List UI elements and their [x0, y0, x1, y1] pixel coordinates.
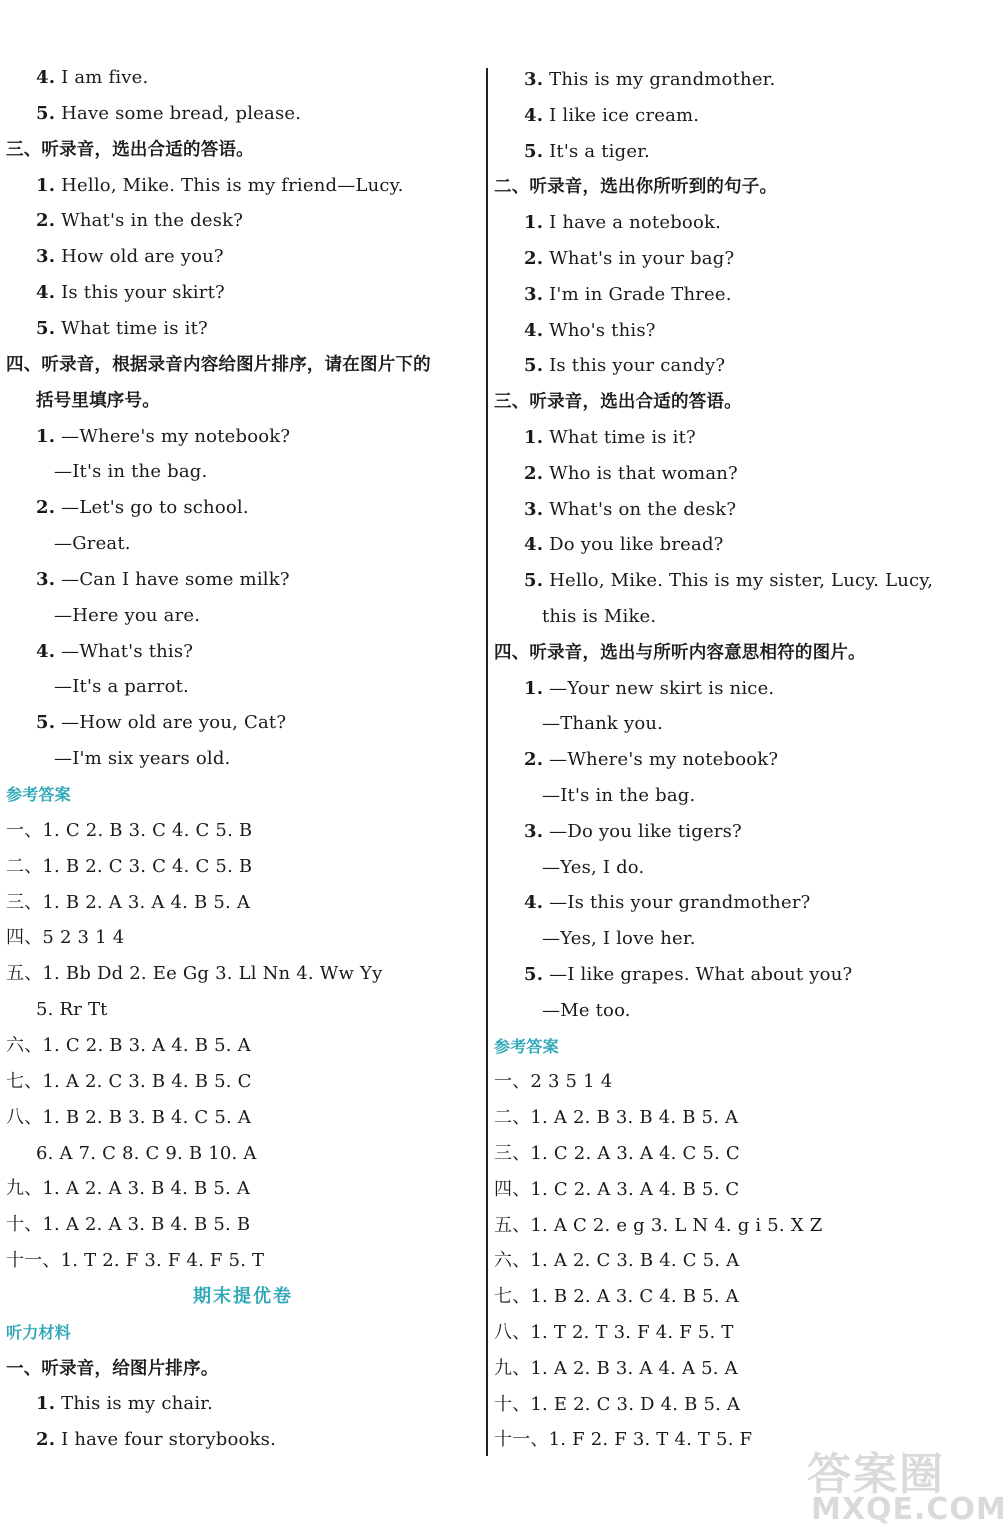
item-text: Is this your candy?: [543, 355, 726, 377]
item-text: I have four storybooks.: [55, 1429, 276, 1451]
answer-line: 十一、1. F 2. F 3. T 4. T 5. F: [494, 1429, 753, 1451]
transcript-line: [6, 66, 148, 90]
transcript-line: [494, 247, 734, 271]
item-number: 4.: [524, 104, 544, 126]
item-number: 1.: [524, 212, 544, 234]
answer-line: 七、1. A 2. C 3. B 4. B 5. C: [6, 1070, 252, 1092]
transcript-line: [494, 569, 933, 593]
transcript-line: [494, 963, 852, 987]
item-number: 2.: [524, 462, 544, 484]
question-heading: 二、听录音，选出你所听到的句子。: [494, 177, 778, 198]
item-text: Have some bread, please.: [55, 102, 302, 124]
item-number: 1.: [524, 427, 544, 448]
item-number: 5.: [36, 102, 56, 124]
item-text: —Where's my notebook?: [543, 749, 779, 771]
item-text: It's a tiger.: [543, 140, 650, 162]
item-text: —Do you like tigers?: [543, 820, 742, 842]
answer-line: 十一、1. T 2. F 3. F 4. F 5. T: [6, 1250, 265, 1272]
item-text: —Your new skirt is nice.: [543, 677, 775, 699]
item-text: —Can I have some milk?: [55, 568, 290, 590]
item-text: How old are you?: [55, 246, 224, 268]
transcript-line: [494, 68, 775, 92]
item-text: I like ice cream.: [543, 104, 700, 126]
question-heading: 四、听录音，根据录音内容给图片排序，请在图片下的: [6, 354, 431, 375]
transcript-line: [494, 462, 738, 486]
transcript-line: —Yes, I do.: [542, 856, 645, 878]
transcript-line: [6, 1428, 276, 1452]
transcript-line: [494, 891, 810, 915]
column-divider: [486, 68, 488, 1456]
item-text: —I like grapes. What about you?: [543, 964, 853, 985]
item-number: 2.: [36, 497, 56, 519]
item-text: This is my chair.: [55, 1393, 214, 1415]
transcript-line: [494, 283, 732, 307]
watermark-top-text: 答案圈: [807, 1449, 945, 1500]
item-number: 2.: [524, 248, 544, 269]
item-number: 4.: [524, 319, 544, 341]
question-heading: 一、听录音，给图片排序。: [6, 1358, 219, 1379]
item-text: What's on the desk?: [543, 498, 737, 520]
answer-line: 六、1. C 2. B 3. A 4. B 5. A: [6, 1034, 251, 1056]
transcript-line: [494, 533, 724, 557]
item-text: I am five.: [55, 67, 149, 88]
answer-line: 二、1. B 2. C 3. C 4. C 5. B: [6, 855, 253, 877]
transcript-line: [494, 319, 656, 343]
transcript-line: —It's in the bag.: [54, 461, 208, 483]
transcript-line: [494, 140, 650, 164]
transcript-line: —Great.: [54, 533, 131, 555]
transcript-line: —It's in the bag.: [542, 785, 696, 806]
item-number: 3.: [524, 69, 544, 90]
item-number: 1.: [36, 174, 56, 196]
item-number: 1.: [36, 1393, 56, 1415]
transcript-line: [6, 496, 249, 520]
item-text: What's in the desk?: [55, 210, 244, 232]
answer-line: 四、5 2 3 1 4: [6, 927, 125, 949]
transcript-line: [6, 425, 290, 449]
transcript-line: [494, 104, 699, 128]
item-number: 5.: [36, 317, 56, 339]
item-text: Who is that woman?: [543, 462, 738, 484]
transcript-line: this is Mike.: [542, 606, 657, 627]
item-number: 3.: [36, 568, 56, 590]
item-text: I'm in Grade Three.: [543, 283, 732, 305]
transcript-line: [6, 640, 193, 664]
item-number: 5.: [524, 964, 544, 985]
item-text: What time is it?: [55, 317, 208, 339]
section-label: 参考答案: [6, 785, 71, 804]
transcript-line: [494, 354, 725, 378]
transcript-line: [6, 209, 243, 233]
item-number: 2.: [36, 210, 56, 232]
item-text: Hello, Mike. This is my sister, Lucy. Lucy,: [543, 570, 934, 592]
item-text: What's in your bag?: [543, 248, 735, 269]
item-text: —Let's go to school.: [55, 497, 249, 519]
answer-line: 三、1. B 2. A 3. A 4. B 5. A: [6, 891, 251, 913]
item-text: Is this your skirt?: [55, 282, 225, 304]
transcript-line: [6, 1392, 213, 1416]
answer-line: 三、1. C 2. A 3. A 4. C 5. C: [494, 1143, 740, 1164]
transcript-line: [6, 568, 290, 592]
answer-line: 六、1. A 2. C 3. B 4. C 5. A: [494, 1250, 740, 1272]
transcript-line: —Me too.: [542, 999, 631, 1021]
item-number: 4.: [524, 892, 544, 914]
item-text: This is my grandmother.: [543, 69, 776, 90]
transcript-line: —I'm six years old.: [54, 748, 231, 770]
transcript-line: [6, 317, 208, 341]
watermark-bottom-text: MXQE.COM: [811, 1492, 1007, 1527]
item-number: 2.: [36, 1429, 56, 1451]
question-heading: 四、听录音，选出与所听内容意思相符的图片。: [494, 642, 866, 663]
question-heading: 括号里填序号。: [36, 390, 160, 411]
item-text: Do you like bread?: [543, 534, 724, 556]
item-text: What time is it?: [543, 427, 696, 448]
item-text: Hello, Mike. This is my friend—Lucy.: [55, 174, 404, 196]
section-label: 参考答案: [494, 1036, 559, 1056]
item-number: 3.: [524, 283, 544, 305]
transcript-line: [494, 426, 696, 450]
answer-line: 五、1. A C 2. e g 3. L N 4. g i 5. X Z: [494, 1214, 823, 1236]
item-text: Who's this?: [543, 319, 656, 341]
exam-title: 期末提优卷: [193, 1285, 293, 1307]
item-number: 3.: [36, 246, 56, 268]
transcript-line: [494, 748, 778, 772]
item-text: —Is this your grandmother?: [543, 892, 811, 914]
item-number: 5.: [524, 355, 544, 377]
item-number: 4.: [36, 282, 56, 304]
item-number: 4.: [36, 67, 56, 88]
answer-line: 一、2 3 5 1 4: [494, 1071, 613, 1093]
item-number: 5.: [36, 712, 56, 734]
transcript-line: [494, 820, 742, 844]
question-heading: 三、听录音，选出合适的答语。: [6, 139, 254, 160]
item-number: 4.: [524, 534, 544, 556]
answer-line: 十、1. E 2. C 3. D 4. B 5. A: [494, 1393, 741, 1415]
answer-line: 一、1. C 2. B 3. C 4. C 5. B: [6, 819, 253, 841]
transcript-line: [6, 711, 286, 735]
item-number: 2.: [524, 749, 544, 771]
item-text: —How old are you, Cat?: [55, 712, 287, 734]
question-heading: 三、听录音，选出合适的答语。: [494, 392, 742, 413]
item-text: —What's this?: [55, 640, 194, 662]
transcript-line: [6, 102, 301, 126]
section-label: 听力材料: [6, 1322, 71, 1342]
item-text: —Where's my notebook?: [55, 425, 291, 447]
item-text: I have a notebook.: [543, 212, 722, 234]
transcript-line: [6, 174, 404, 198]
transcript-line: [6, 245, 224, 269]
answer-line: 七、1. B 2. A 3. C 4. B 5. A: [494, 1286, 739, 1308]
item-number: 4.: [36, 640, 56, 662]
item-number: 3.: [524, 498, 544, 520]
answer-line: 八、1. T 2. T 3. F 4. F 5. T: [494, 1322, 734, 1343]
transcript-line: —Yes, I love her.: [542, 928, 696, 950]
answer-line: 五、1. Bb Dd 2. Ee Gg 3. Ll Nn 4. Ww Yy: [6, 963, 383, 985]
answer-line: 九、1. A 2. A 3. B 4. B 5. A: [6, 1178, 251, 1200]
answer-line: 八、1. B 2. B 3. B 4. C 5. A: [6, 1106, 252, 1128]
answer-line: 九、1. A 2. B 3. A 4. A 5. A: [494, 1357, 738, 1379]
item-number: 5.: [524, 140, 544, 162]
item-number: 1.: [524, 677, 544, 699]
item-number: 3.: [524, 820, 544, 842]
watermark-logo: [807, 1438, 1007, 1532]
answer-line: 四、1. C 2. A 3. A 4. B 5. C: [494, 1178, 740, 1200]
item-number: 5.: [524, 570, 544, 592]
transcript-line: —It's a parrot.: [54, 676, 189, 698]
item-number: 1.: [36, 425, 56, 447]
transcript-line: —Here you are.: [54, 604, 201, 626]
answer-line: 十、1. A 2. A 3. B 4. B 5. B: [6, 1214, 251, 1236]
answer-line: 二、1. A 2. B 3. B 4. B 5. A: [494, 1107, 739, 1129]
transcript-line: —Thank you.: [542, 713, 664, 735]
transcript-line: [494, 211, 721, 235]
transcript-line: [6, 281, 225, 305]
transcript-line: [494, 498, 736, 522]
transcript-line: [494, 677, 774, 701]
answer-line: 6. A 7. C 8. C 9. B 10. A: [36, 1142, 257, 1164]
answer-line: 5. Rr Tt: [36, 999, 108, 1021]
